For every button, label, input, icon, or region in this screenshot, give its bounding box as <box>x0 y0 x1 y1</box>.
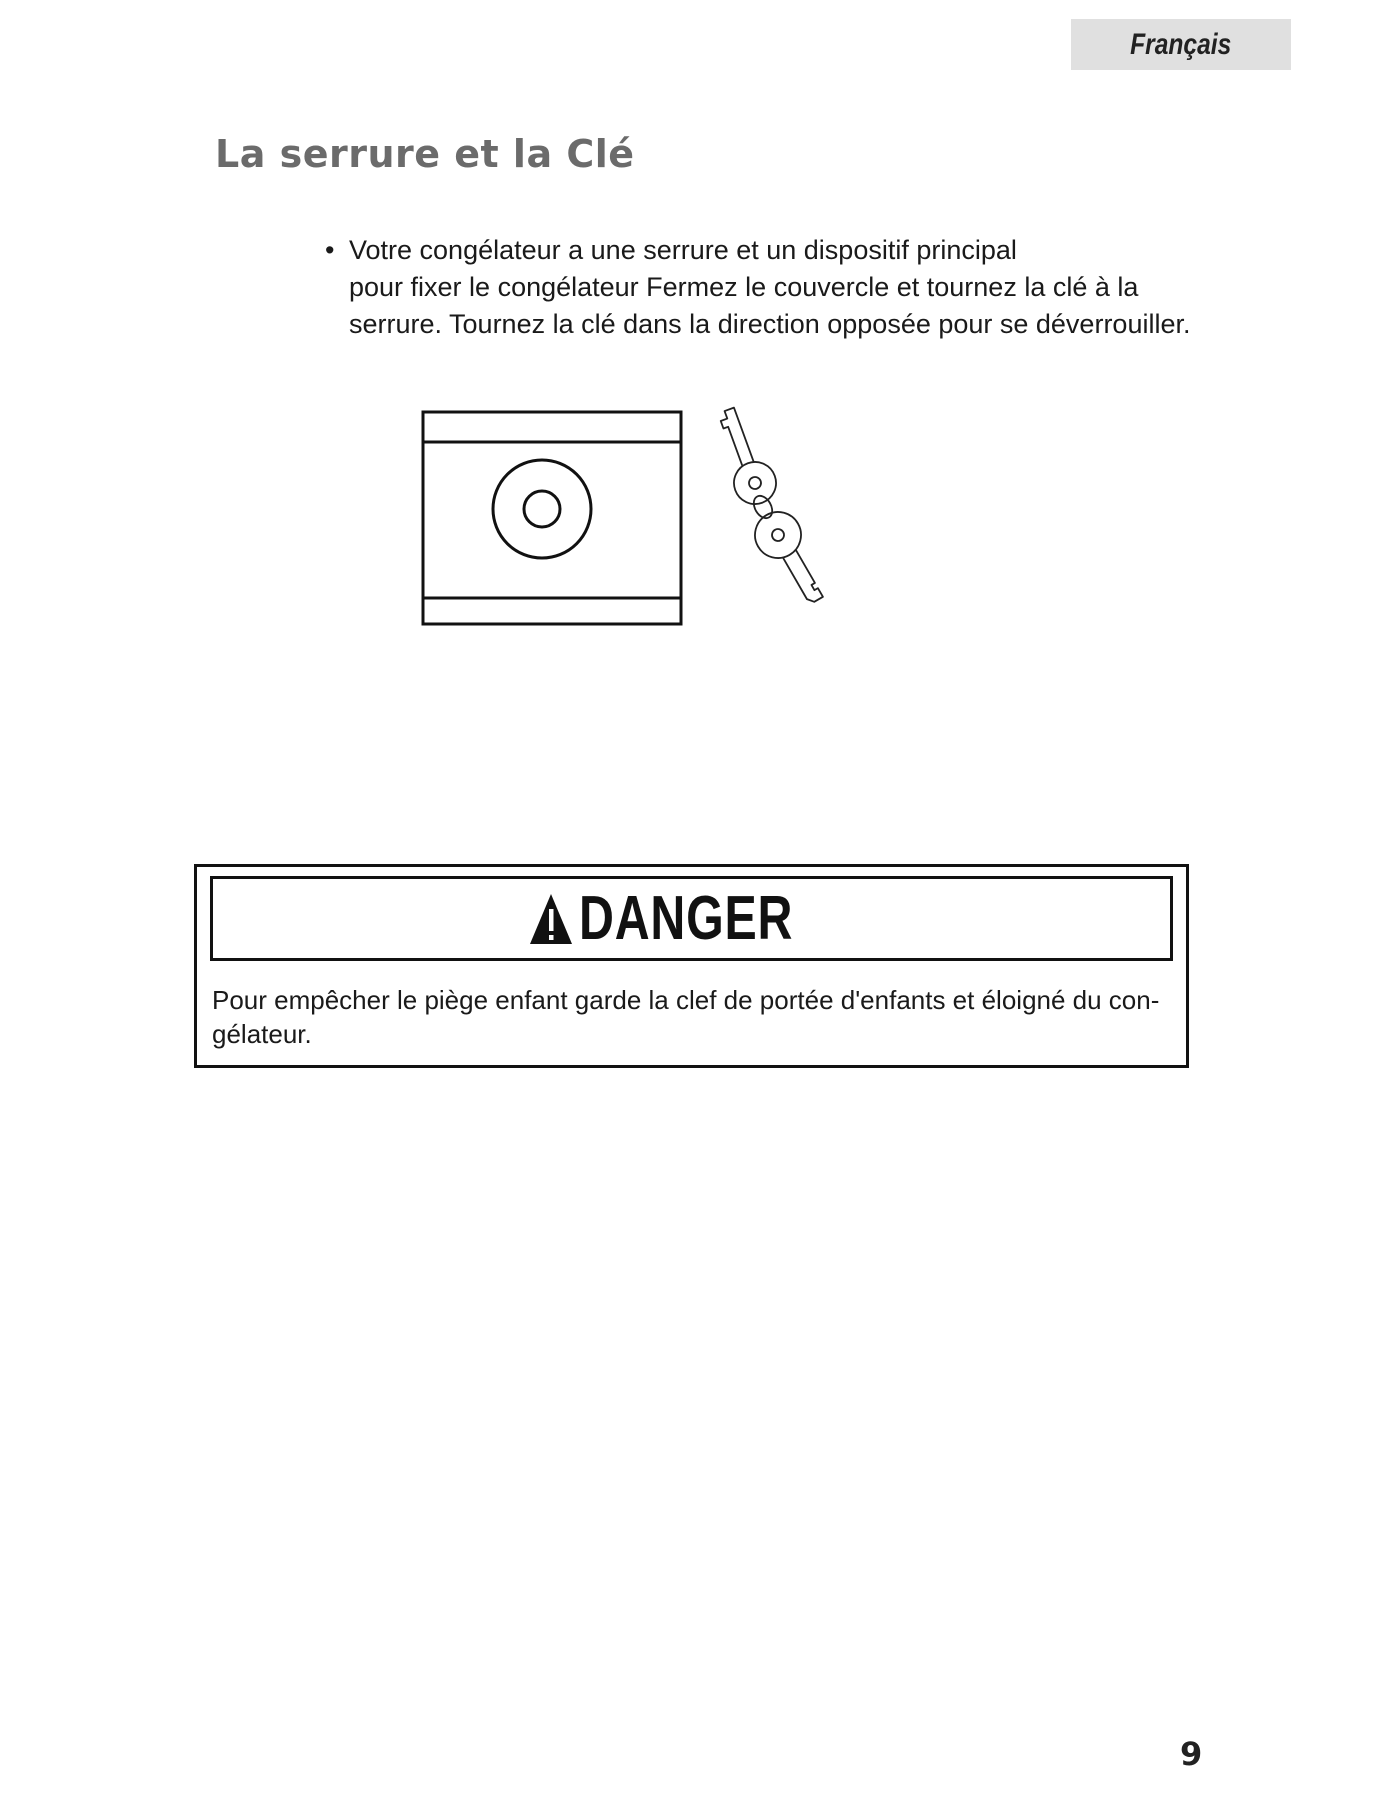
page-number: 9 <box>1180 1735 1203 1773</box>
danger-header <box>210 876 1173 961</box>
language-tab-label: Français <box>1130 27 1232 61</box>
bullet-paragraph <box>325 232 1205 343</box>
danger-box <box>194 864 1189 1068</box>
bullet-marker: • <box>325 235 335 265</box>
bullet-line: serrure. Tournez la clé dans la direction opposée pour se déverrouiller. <box>349 309 1191 339</box>
bullet-text <box>349 232 1205 343</box>
section-title: La serrure et la Clé <box>215 132 635 176</box>
warning-triangle-icon <box>529 892 573 946</box>
danger-message <box>212 983 1172 1051</box>
danger-message-line: gélateur. <box>212 1019 312 1049</box>
bullet-line: Votre congélateur a une serrure et un dispositif principal <box>349 235 1017 265</box>
danger-label: DANGER <box>579 884 794 953</box>
bullet-line: pour fixer le congélateur Fermez le couvercle et tournez la clé à la <box>349 272 1139 302</box>
danger-message-line: Pour empêcher le piège enfant garde la clef de portée d'enfants et éloigné du con- <box>212 985 1160 1015</box>
lock-plate-icon <box>423 412 681 624</box>
keys-on-ring-icon <box>709 405 836 612</box>
language-tab <box>1071 19 1291 70</box>
lock-and-key-drawing <box>420 405 840 635</box>
lock-and-key-illustration <box>420 405 840 640</box>
